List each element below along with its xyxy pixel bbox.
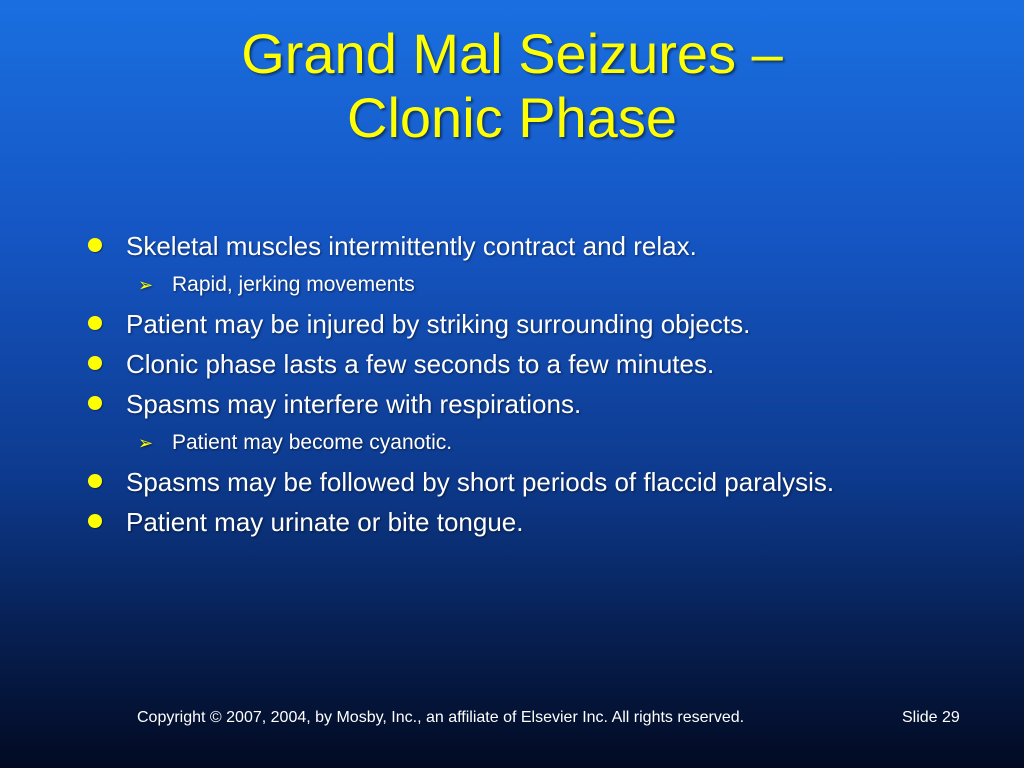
slide-number: Slide 29 <box>902 709 960 726</box>
bullet-dot-icon <box>88 238 102 252</box>
sub-bullet-text: Patient may become cyanotic. <box>172 431 453 454</box>
sub-bullet-item <box>0 424 1024 462</box>
arrow-bullet-icon: ➢ <box>138 275 154 295</box>
bullet-text: Skeletal muscles intermittently contract and relax. <box>126 231 697 261</box>
sub-bullet-item <box>0 266 1024 304</box>
bullet-dot-icon <box>88 474 102 488</box>
bullet-item <box>0 462 1024 502</box>
bullet-item <box>0 384 1024 424</box>
bullet-text: Spasms may be followed by short periods of flaccid paralysis. <box>126 467 835 497</box>
bullet-item <box>0 304 1024 344</box>
bullet-item <box>0 226 1024 266</box>
bullet-text: Spasms may interfere with respirations. <box>126 389 582 419</box>
slide-title-line-2: Clonic Phase <box>347 86 677 149</box>
bullet-text: Patient may urinate or bite tongue. <box>126 507 524 537</box>
copyright-text: Copyright © 2007, 2004, by Mosby, Inc., an affiliate of Elsevier Inc. All rights reserved. <box>137 709 745 726</box>
slide-title <box>0 22 1024 150</box>
bullet-item <box>0 344 1024 384</box>
arrow-bullet-icon: ➢ <box>138 433 154 453</box>
bullet-list <box>0 226 1024 542</box>
sub-bullet-text: Rapid, jerking movements <box>172 273 415 296</box>
slide-title-line-1: Grand Mal Seizures – <box>241 22 783 85</box>
bullet-dot-icon <box>88 316 102 330</box>
bullet-dot-icon <box>88 396 102 410</box>
bullet-item <box>0 502 1024 542</box>
bullet-text: Patient may be injured by striking surrounding objects. <box>126 309 751 339</box>
bullet-dot-icon <box>88 356 102 370</box>
bullet-text: Clonic phase lasts a few seconds to a few minutes. <box>126 349 715 379</box>
bullet-dot-icon <box>88 514 102 528</box>
